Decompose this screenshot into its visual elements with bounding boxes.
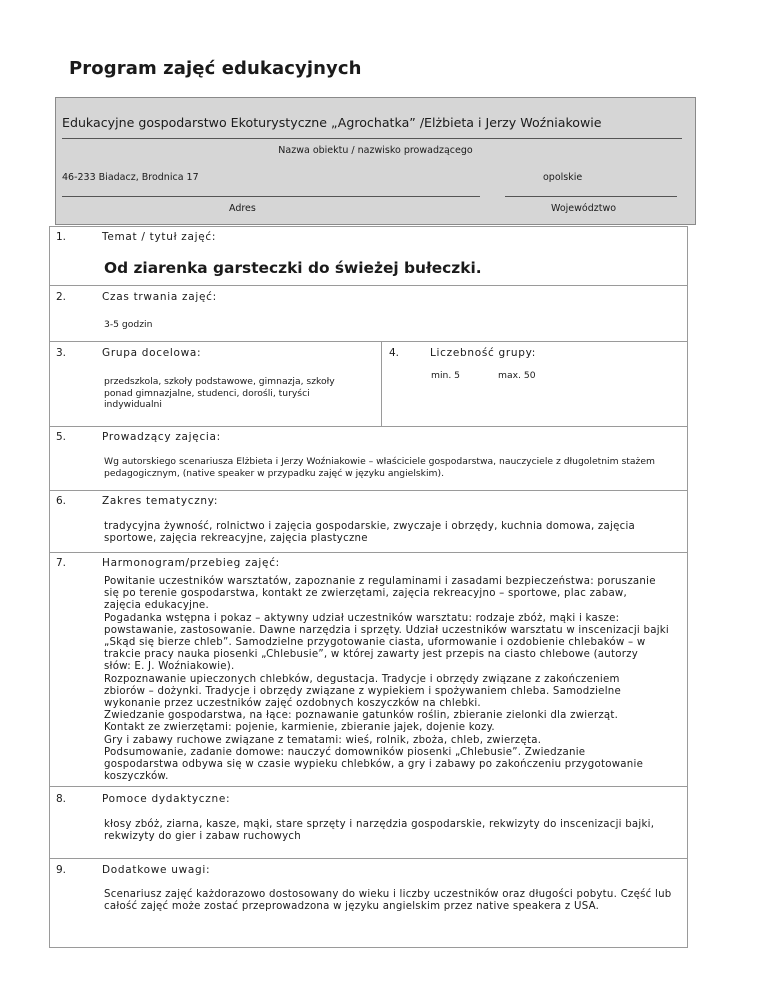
document-title: Program zajęć edukacyjnych — [69, 58, 362, 79]
schedule-line: Powitanie uczestników warsztatów, zapoznanie z regulaminami i zasadami bezpieczeństwa: poruszanie — [104, 576, 656, 587]
divider — [50, 341, 687, 342]
schedule-line: Rozpoznawanie upieczonych chlebków, degustacja. Tradycje i obrzędy związane z zakończeniem — [104, 673, 620, 685]
region-underline — [505, 196, 677, 197]
section-3-number: 3. — [56, 347, 67, 359]
section-4-label: Liczebność grupy: — [430, 347, 537, 359]
schedule-line: koszyczków. — [104, 771, 169, 783]
column-divider — [381, 342, 382, 426]
topics-value: tradycyjna żywność, rolnictwo i zajęcia gospodarskie, zwyczaje i obrzędy, kuchnia domowa, zajęcia sportowe, zajęcia rekreacyjne, zajęcia plastyczne — [104, 521, 636, 545]
schedule-line: Kontakt ze zwierzętami: pojenie, karmienie, zbieranie jajek, dojenie kozy. — [104, 722, 495, 734]
divider — [50, 285, 687, 286]
duration-value: 3-5 godzin — [104, 319, 153, 330]
group-max: max. 50 — [498, 370, 536, 381]
target-group-value: przedszkola, szkoły podstawowe, gimnazja, szkoły ponad gimnazjalne, studenci, dorośli, turyści indywidualni — [104, 376, 335, 410]
section-9-number: 9. — [56, 864, 67, 876]
schedule-line: Zwiedzanie gospodarstwa, na łące: poznawanie gatunków roślin, zbieranie zielonki dla zwierząt. — [104, 710, 619, 722]
teaching-aids-value: kłosy zbóż, ziarna, kasze, mąki, stare sprzęty i narzędzia gospodarskie, rekwizyty do inscenizacji bajki, rekwizyty do gier i zabaw ruchowych — [104, 819, 655, 843]
region-caption: Województwo — [551, 203, 617, 214]
section-2-number: 2. — [56, 291, 67, 303]
section-2-label: Czas trwania zajęć: — [102, 291, 217, 303]
instructor-value: Wg autorskiego scenariusza Elżbieta i Jerzy Woźniakowie – właściciele gospodarstwa, nauczyciele z długoletnim stażem pedagogicznym, (native speaker w przypadku zajęć w języku angielskim). — [104, 456, 655, 479]
section-6-number: 6. — [56, 495, 67, 507]
address-underline — [62, 196, 480, 197]
section-1-label: Temat / tytuł zajęć: — [102, 231, 217, 243]
divider — [50, 490, 687, 491]
section-6-label: Zakres tematyczny: — [102, 495, 219, 507]
notes-value: Scenariusz zajęć każdorazowo dostosowany do wieku i liczby uczestników oraz długości pobytu. Część lub całość zajęć może zostać przeprowadzona w języku angielskim przez native speakera z USA. — [104, 889, 672, 913]
schedule-line: wykonanie przez uczestników zajęć ozdobnych koszyczków na chlebki. — [104, 698, 481, 710]
section-5-number: 5. — [56, 431, 67, 443]
section-7-number: 7. — [56, 557, 67, 569]
section-7-label: Harmonogram/przebieg zajęć: — [102, 557, 280, 569]
topic-title: Od ziarenka garsteczki do świeżej bułeczki. — [104, 259, 482, 277]
program-form — [49, 226, 688, 948]
schedule-line: „Skąd się bierze chleb”. Samodzielne przygotowanie ciasta, uformowanie i ozdobienie chlebaków – w — [104, 637, 646, 649]
section-8-label: Pomoce dydaktyczne: — [102, 793, 231, 805]
schedule-line: zbiorów – dożynki. Tradycje i obrzędy związane z wypiekiem i spożywaniem chleba. Samodzielne — [104, 685, 622, 697]
schedule-line: Podsumowanie, zadanie domowe: nauczyć domowników piosenki „Chlebusie”. Zwiedzanie — [104, 746, 586, 758]
divider — [50, 552, 687, 553]
section-4-number: 4. — [389, 347, 400, 359]
schedule-line: się po terenie gospodarstwa, kontakt ze zwierzętami, zajęcia rekreacyjno – sportowe, plac zabaw, — [104, 588, 628, 600]
schedule-line: trakcie pracy nauka piosenki „Chlebusie”, w której zawarty jest przepis na ciasto chlebowe (autorzy — [104, 649, 639, 661]
divider — [50, 786, 687, 787]
schedule-line: powstawanie, zastosowanie. Dawne narzędzia i sprzęty. Udział uczestników warsztatu w inscenizacji bajki — [104, 624, 670, 636]
schedule-text — [104, 576, 684, 783]
region: opolskie — [543, 172, 583, 183]
owner-name: Edukacyjne gospodarstwo Ekoturystyczne „Agrochatka” /Elżbieta i Jerzy Woźniakowie — [62, 115, 602, 130]
section-9-label: Dodatkowe uwagi: — [102, 864, 211, 876]
section-1-number: 1. — [56, 231, 67, 243]
address-caption: Adres — [229, 203, 256, 214]
divider — [50, 426, 687, 427]
header-box — [55, 97, 696, 225]
schedule-line: słów: E. J. Woźniakowie). — [104, 661, 235, 673]
divider — [50, 858, 687, 859]
schedule-line: Pogadanka wstępna i pokaz – aktywny udział uczestników warsztatu: rodzaje zbóż, mąki i kasze: — [104, 612, 620, 624]
schedule-line: Gry i zabawy ruchowe związane z tematami: wieś, rolnik, zboża, chleb, zwierzęta. — [104, 734, 542, 746]
section-3-label: Grupa docelowa: — [102, 347, 202, 359]
section-8-number: 8. — [56, 793, 67, 805]
owner-caption: Nazwa obiektu / nazwisko prowadzącego — [278, 145, 473, 156]
schedule-line: gospodarstwa odbywa się w czasie wypieku chlebków, a gry i zabawy po zakończeniu przygotowanie — [104, 759, 644, 771]
schedule-line: zajęcia edukacyjne. — [104, 600, 209, 612]
address: 46-233 Biadacz, Brodnica 17 — [62, 172, 199, 183]
group-min: min. 5 — [431, 370, 461, 381]
owner-underline — [62, 138, 682, 139]
section-5-label: Prowadzący zajęcia: — [102, 431, 221, 443]
